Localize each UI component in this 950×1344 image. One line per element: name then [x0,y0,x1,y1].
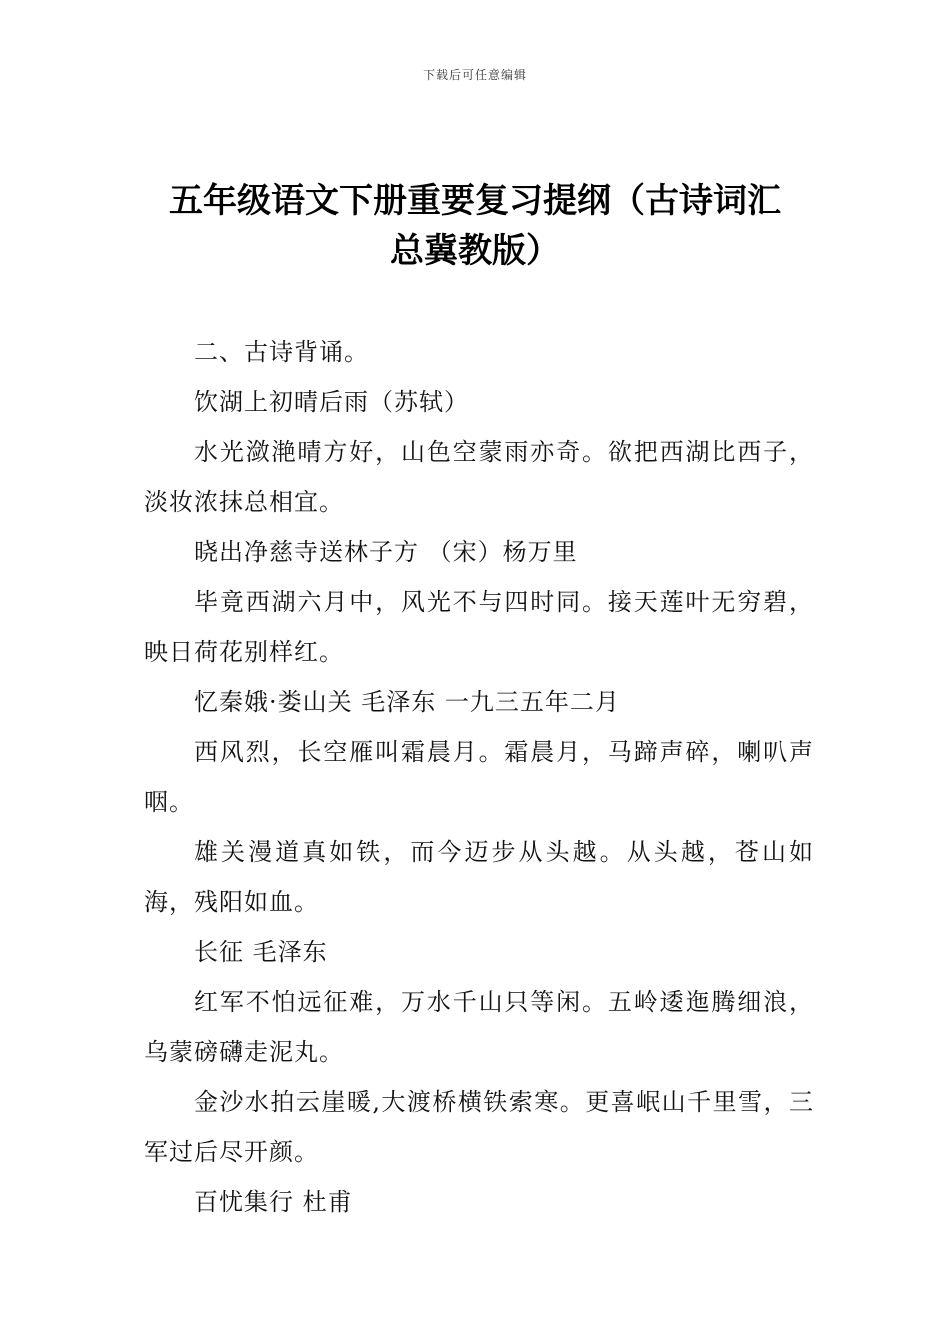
poem-text: 金沙水拍云崖暖,大渡桥横铁索寒。更喜岷山千里雪，三军过后尽开颜。 [144,1088,814,1166]
title-line-2: 总冀教版） [390,231,560,271]
header-note: 下载后可任意编辑 [422,68,527,82]
document-body [144,327,814,1227]
poem-text: 西风烈，长空雁叫霜晨月。霜晨月，马蹄声碎，喇叭声咽。 [144,738,814,816]
poem-text: 雄关漫道真如铁，而今迈步从头越。从头越，苍山如海，残阳如血。 [144,838,814,916]
poem-text: 红军不怕远征难，万水千山只等闲。五岭逶迤腾细浪，乌蒙磅礴走泥丸。 [144,988,814,1066]
title-line-1: 五年级语文下册重要复习提纲（古诗词汇 [169,181,781,221]
poem-text: 水光潋滟晴方好，山色空蒙雨亦奇。欲把西湖比西子，淡妆浓抹总相宜。 [144,438,814,516]
document-title [130,176,820,276]
section-heading: 二、古诗背诵。 [194,338,369,366]
poem-title: 饮湖上初晴后雨（苏轼） [194,388,469,416]
poem-title: 忆秦娥·娄山关 毛泽东 一九三五年二月 [194,688,620,716]
poem-text: 毕竟西湖六月中，风光不与四时同。接天莲叶无穷碧，映日荷花别样红。 [144,588,814,666]
poem-title: 晓出净慈寺送林子方 （宋）杨万里 [194,538,578,566]
poem-title: 长征 毛泽东 [194,938,328,966]
poem-title: 百忧集行 杜甫 [194,1188,353,1216]
